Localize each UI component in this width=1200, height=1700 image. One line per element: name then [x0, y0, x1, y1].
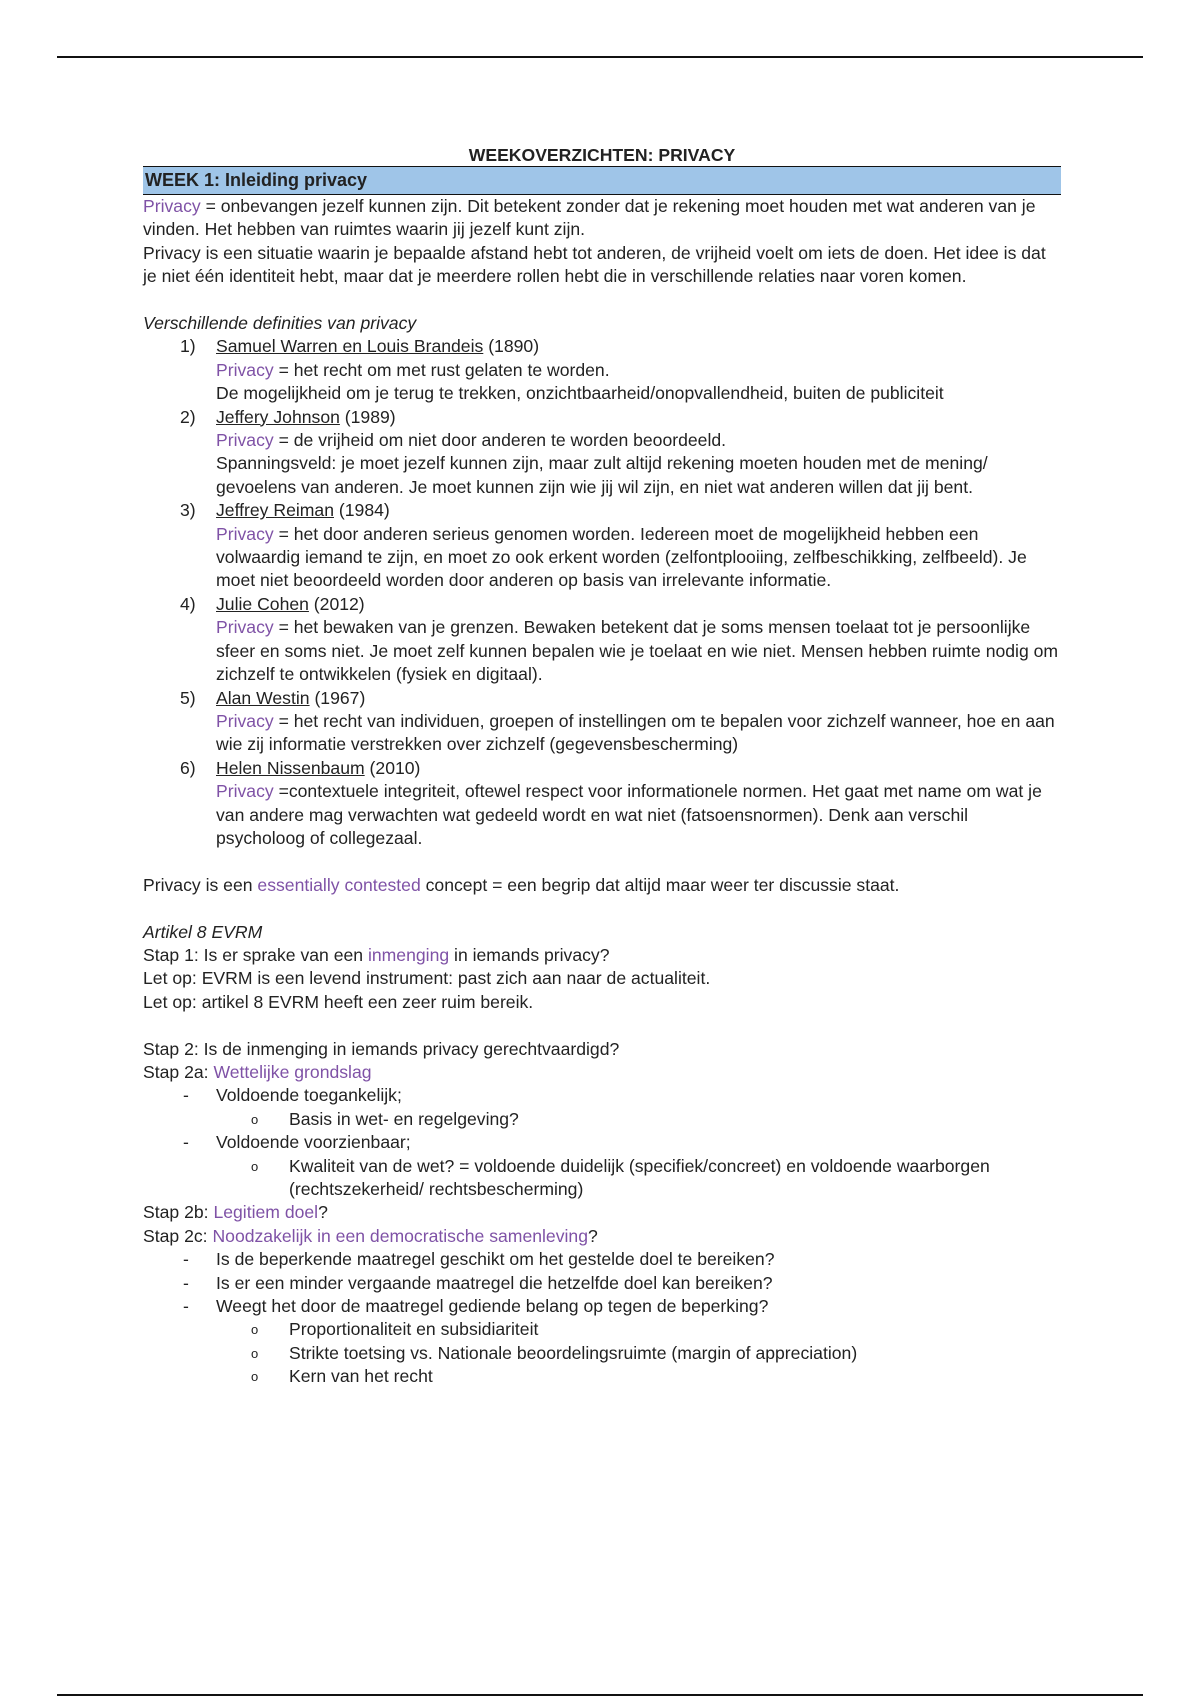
definitions-list: [143, 335, 1061, 850]
intro-paragraph-2: Privacy is een situatie waarin je bepaalde afstand hebt tot anderen, de vrijheid voelt om iets de doen. Het idee is dat je niet één identiteit hebt, maar dat je meerdere rollen hebt die in verschillende relaties naar voren komen.: [143, 242, 1046, 287]
bullet-marker: o: [251, 1111, 259, 1127]
stap1: [143, 944, 1061, 967]
definition-author: Alan Westin: [216, 687, 310, 708]
bullet-marker: o: [251, 1158, 259, 1174]
definition-author: Jeffrey Reiman: [216, 500, 334, 521]
list-item-text: Is de beperkende maatregel geschikt om het gestelde doel te bereiken?: [216, 1249, 775, 1270]
term-privacy: Privacy: [216, 617, 274, 638]
dash-marker: -: [183, 1249, 189, 1270]
definition-author: Samuel Warren en Louis Brandeis: [216, 336, 484, 357]
sub-list-item-text: Basis in wet- en regelgeving?: [289, 1108, 519, 1129]
letop-2: Let op: artikel 8 EVRM heeft een zeer ruim bereik.: [143, 991, 534, 1012]
definition-item: [143, 687, 1061, 757]
stap2c: [143, 1225, 1061, 1248]
week-header: WEEK 1: Inleiding privacy: [143, 166, 1061, 195]
stap2b-pre: Stap 2b:: [143, 1202, 214, 1223]
bullet-marker: o: [251, 1369, 259, 1385]
contested-post: concept = een begrip dat altijd maar weer ter discussie staat.: [420, 874, 900, 895]
definition-text: = het recht om met rust gelaten te worden.: [273, 359, 610, 380]
definition-year: (1984): [334, 500, 390, 521]
sub-list-item: [143, 1318, 1061, 1341]
list-item-text: Voldoende voorzienbaar;: [216, 1132, 411, 1153]
definition-number: 1): [180, 336, 196, 357]
sub-list-item-text: Kern van het recht: [289, 1366, 433, 1387]
dash-marker: -: [183, 1132, 189, 1153]
definition-number: 4): [180, 593, 196, 614]
list-item-text: Weegt het door de maatregel gediende belang op tegen de beperking?: [216, 1296, 769, 1317]
term-privacy: Privacy: [216, 359, 274, 380]
sub-list-item-text: Proportionaliteit en subsidiariteit: [289, 1319, 539, 1340]
sub-list-item-text: Kwaliteit van de wet? = voldoende duidelijk (specifiek/concreet) en voldoende waarborgen (rechtszekerheid/ rechtsbescherming): [289, 1155, 990, 1199]
definition-author: Helen Nissenbaum: [216, 757, 365, 778]
stap2b: [143, 1201, 1061, 1224]
definition-item: [143, 406, 1061, 500]
list-item: [143, 1272, 1061, 1295]
list-item: [143, 1131, 1061, 1154]
definitions-heading: Verschillende definities van privacy: [143, 313, 417, 334]
list-item: [143, 1295, 1061, 1318]
sub-list-item: [143, 1108, 1061, 1131]
stap2: Stap 2: Is de inmenging in iemands privacy gerechtvaardigd?: [143, 1038, 620, 1059]
contested-pre: Privacy is een: [143, 874, 258, 895]
definition-item: [143, 757, 1061, 851]
list-item-text: Voldoende toegankelijk;: [216, 1085, 402, 1106]
term-noodzakelijk: Noodzakelijk in een democratische samenleving: [212, 1225, 588, 1246]
definition-author: Julie Cohen: [216, 593, 309, 614]
term-privacy: Privacy: [216, 523, 274, 544]
list-item-text: Is er een minder vergaande maatregel die hetzelfde doel kan bereiken?: [216, 1272, 773, 1293]
sub-list-item: [143, 1365, 1061, 1388]
sub-list-item: [143, 1155, 1061, 1202]
definition-number: 3): [180, 500, 196, 521]
term-essentially-contested: essentially contested: [257, 874, 421, 895]
list-item: [143, 1248, 1061, 1271]
definition-extra: De mogelijkheid om je terug te trekken, onzichtbaarheid/onopvallendheid, buiten de publiciteit: [216, 383, 944, 404]
art8-heading: Artikel 8 EVRM: [143, 921, 263, 942]
definition-text: = het door anderen serieus genomen worden. Iedereen moet de mogelijkheid hebben een volwaardig iemand te zijn, en moet zo ook erkent worden (zelfontplooiing, zelfbeschikking, zelfbeeld). Je moet niet beoordeeld worden door anderen op basis van irrelevante informatie.: [216, 523, 1027, 591]
definition-year: (2012): [308, 593, 365, 614]
term-privacy: Privacy: [216, 710, 274, 731]
definition-number: 2): [180, 406, 196, 427]
definition-year: (1967): [309, 687, 366, 708]
term-privacy: Privacy: [143, 196, 201, 216]
stap2c-post: ?: [588, 1225, 598, 1246]
stap1-post: in iemands privacy?: [449, 944, 610, 965]
dash-marker: -: [183, 1272, 189, 1293]
definition-year: (1989): [339, 406, 396, 427]
intro-text-1: = onbevangen jezelf kunnen zijn. Dit betekent zonder dat je rekening moet houden met wat anderen van je vinden. Het hebben van ruimtes waarin jij jezelf kunt zijn.: [143, 196, 1036, 240]
header-rule: [57, 56, 1143, 58]
definition-author: Jeffery Johnson: [216, 406, 340, 427]
definition-number: 6): [180, 757, 196, 778]
stap1-pre: Stap 1: Is er sprake van een: [143, 944, 368, 965]
term-inmenging: inmenging: [367, 944, 450, 965]
dash-marker: -: [183, 1085, 189, 1106]
stap2a-pre: Stap 2a:: [143, 1061, 214, 1082]
definition-extra: Spanningsveld: je moet jezelf kunnen zijn, maar zult altijd rekening moeten houden met de mening/ gevoelens van anderen. Je moet kunnen zijn wie jij wil zijn, en niet wat anderen willen dat jij bent.: [216, 453, 988, 497]
term-wettelijke-grondslag: Wettelijke grondslag: [213, 1061, 372, 1082]
sub-list-item-text: Strikte toetsing vs. Nationale beoordelingsruimte (margin of appreciation): [289, 1342, 858, 1363]
definition-item: [143, 335, 1061, 405]
definition-text: = het bewaken van je grenzen. Bewaken betekent dat je soms mensen toelaat tot je persoonlijke sfeer en soms niet. Je moet zelf kunnen bepalen wie je toelaat en wie niet. Mensen hebben ruimte nodig om zichzelf te ontwikkelen (fysiek en digitaal).: [216, 617, 1059, 685]
list-item: [143, 1084, 1061, 1107]
bullet-marker: o: [251, 1322, 259, 1338]
bullet-marker: o: [251, 1345, 259, 1361]
footer-rule: [57, 1694, 1143, 1696]
definition-number: 5): [180, 687, 196, 708]
definition-text: =contextuele integriteit, oftewel respect voor informationele normen. Het gaat met name om wat je van andere mag verwachten wat gedeeld wordt en wat niet (fatsoensnormen). Denk aan verschil psycholoog of collegezaal.: [216, 781, 1042, 848]
definition-year: (2010): [364, 757, 421, 778]
definition-text: = het recht van individuen, groepen of instellingen om te bepalen voor zichzelf wanneer, hoe en aan wie zij informatie verstrekken over zichzelf (gegevensbescherming): [216, 710, 1055, 755]
document-title: WEEKOVERZICHTEN: PRIVACY: [468, 145, 736, 165]
definition-text: = de vrijheid om niet door anderen te worden beoordeeld.: [273, 430, 727, 451]
intro-paragraph-1: [143, 195, 1061, 242]
term-legitiem-doel: Legitiem doel: [213, 1202, 319, 1223]
definition-item: [143, 499, 1061, 593]
letop-1: Let op: EVRM is een levend instrument: past zich aan naar de actualiteit.: [143, 968, 711, 989]
dash-marker: -: [183, 1296, 189, 1317]
stap2b-post: ?: [318, 1202, 328, 1223]
stap2c-pre: Stap 2c:: [143, 1225, 213, 1246]
term-privacy: Privacy: [216, 781, 274, 802]
contested-paragraph: [143, 874, 1061, 897]
definition-item: [143, 593, 1061, 687]
document-page: [143, 144, 1061, 1389]
stap2a: [143, 1061, 1061, 1084]
term-privacy: Privacy: [216, 430, 274, 451]
definition-year: (1890): [483, 336, 540, 357]
sub-list-item: [143, 1342, 1061, 1365]
